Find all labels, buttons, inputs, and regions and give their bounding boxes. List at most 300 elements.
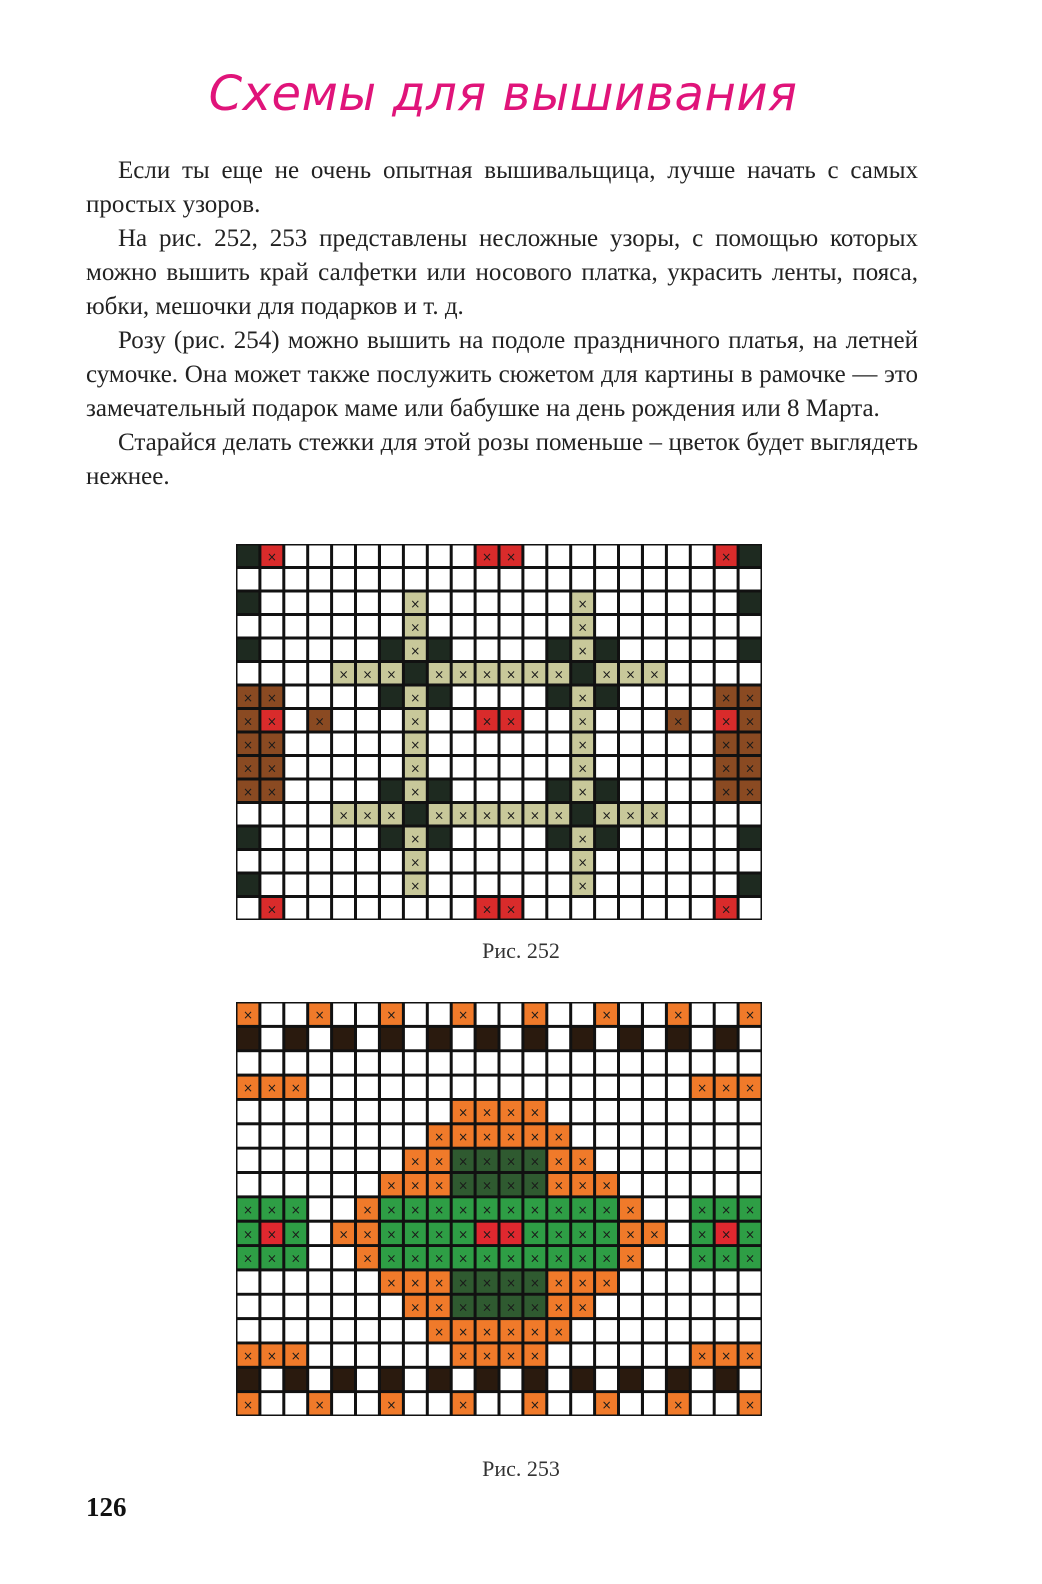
pattern-cell	[572, 1052, 593, 1073]
pattern-cell	[572, 804, 593, 825]
stitch-symbol: ×	[721, 761, 732, 776]
pattern-cell	[692, 1393, 713, 1414]
pattern-cell	[644, 875, 665, 896]
pattern-cell	[381, 1052, 402, 1073]
pattern-cell	[285, 593, 306, 614]
pattern-cell	[668, 1344, 689, 1365]
stitch-symbol: ×	[242, 1251, 254, 1266]
pattern-cell	[524, 828, 545, 849]
pattern-cell	[716, 875, 737, 896]
pattern-cell	[405, 1004, 426, 1025]
pattern-cell	[405, 1101, 426, 1122]
pattern-cell	[692, 828, 713, 849]
pattern-cell	[261, 804, 282, 825]
pattern-cell	[501, 781, 522, 802]
pattern-cell	[309, 546, 330, 567]
stitch-symbol: ×	[529, 1178, 540, 1193]
pattern-cell	[477, 1028, 498, 1049]
pattern-cell	[644, 1150, 665, 1171]
pattern-cell	[692, 1320, 713, 1341]
stitch-symbol: ×	[697, 1081, 708, 1096]
pattern-cell	[572, 1320, 593, 1341]
stitch-symbol: ×	[553, 1276, 564, 1291]
pattern-cell	[668, 1125, 689, 1146]
pattern-cell	[285, 663, 306, 684]
pattern-cell	[453, 569, 474, 590]
pattern-cell	[405, 1052, 426, 1073]
pattern-cell	[668, 1247, 689, 1268]
pattern-cell	[238, 1125, 259, 1146]
pattern-cell	[333, 828, 354, 849]
pattern-cell	[357, 569, 378, 590]
pattern-cell	[453, 593, 474, 614]
stitch-symbol: ×	[481, 1105, 493, 1120]
pattern-cell	[692, 1101, 713, 1122]
stitch-symbol: ×	[721, 1227, 732, 1242]
pattern-cell	[309, 1369, 330, 1390]
pattern-cell	[333, 593, 354, 614]
pattern-cell	[285, 687, 306, 708]
pattern-cell	[261, 1004, 282, 1025]
pattern-cell	[501, 593, 522, 614]
pattern-cell	[238, 569, 259, 590]
pattern-cell	[309, 804, 330, 825]
stitch-symbol: ×	[529, 1349, 540, 1364]
stitch-symbol: ×	[266, 761, 277, 776]
pattern-cell	[285, 1393, 306, 1414]
pattern-cell	[285, 616, 306, 637]
pattern-cell	[261, 1150, 282, 1171]
stitch-symbol: ×	[410, 737, 421, 752]
stitch-symbol: ×	[505, 1105, 517, 1120]
stitch-symbol: ×	[553, 1300, 564, 1315]
stitch-symbol: ×	[266, 784, 277, 799]
pattern-cell	[692, 1052, 713, 1073]
pattern-cell	[572, 1393, 593, 1414]
pattern-cell	[333, 1028, 354, 1049]
stitch-symbol: ×	[458, 1276, 469, 1291]
pattern-cell	[620, 710, 641, 731]
pattern-cell	[548, 898, 569, 919]
pattern-cell	[668, 1320, 689, 1341]
stitch-symbol: ×	[434, 1178, 445, 1193]
stitch-symbol: ×	[529, 808, 540, 823]
pattern-cell	[668, 851, 689, 872]
pattern-cell	[716, 1052, 737, 1073]
pattern-cell	[620, 593, 641, 614]
pattern-cell	[501, 828, 522, 849]
pattern-cell	[381, 640, 402, 661]
pattern-cell	[572, 1077, 593, 1098]
pattern-cell	[381, 710, 402, 731]
pattern-cell	[692, 781, 713, 802]
pattern-cell	[740, 616, 761, 637]
pattern-cell	[477, 781, 498, 802]
stitch-symbol: ×	[577, 831, 588, 846]
stitch-symbol: ×	[625, 1203, 636, 1217]
pattern-cell	[429, 710, 450, 731]
stitch-symbol: ×	[434, 1203, 445, 1217]
pattern-cell	[238, 804, 259, 825]
pattern-cell	[572, 663, 593, 684]
pattern-cell	[572, 569, 593, 590]
pattern-cell	[692, 734, 713, 755]
pattern-cell	[620, 1369, 641, 1390]
pattern-cell	[668, 898, 689, 919]
pattern-cell	[501, 1369, 522, 1390]
pattern-cell	[261, 1393, 282, 1414]
pattern-cell	[740, 1369, 761, 1390]
stitch-symbol: ×	[673, 1008, 684, 1023]
pattern-cell	[548, 1028, 569, 1049]
pattern-cell	[644, 687, 665, 708]
pattern-cell	[453, 1077, 474, 1098]
pattern-cell	[285, 757, 306, 778]
pattern-cell	[548, 757, 569, 778]
stitch-symbol: ×	[744, 1081, 756, 1096]
pattern-cell	[644, 1393, 665, 1414]
pattern-cell	[285, 1174, 306, 1195]
stitch-symbol: ×	[505, 1203, 517, 1217]
pattern-cell	[692, 1174, 713, 1195]
pattern-cell	[333, 1393, 354, 1414]
pattern-cell	[357, 875, 378, 896]
pattern-cell	[740, 1052, 761, 1073]
pattern-cell	[357, 734, 378, 755]
pattern-cell	[309, 875, 330, 896]
pattern-cell	[285, 875, 306, 896]
pattern-cell	[309, 1052, 330, 1073]
pattern-cell	[620, 1344, 641, 1365]
pattern-cell	[548, 1101, 569, 1122]
pattern-cell	[596, 1150, 617, 1171]
pattern-cell	[309, 1198, 330, 1219]
stitch-symbol: ×	[697, 1251, 708, 1266]
pattern-cell	[309, 828, 330, 849]
stitch-symbol: ×	[410, 1178, 421, 1193]
pattern-cell	[238, 1174, 259, 1195]
stitch-symbol: ×	[577, 1178, 588, 1193]
pattern-cell	[524, 616, 545, 637]
pattern-cell	[333, 1125, 354, 1146]
pattern-cell	[309, 1320, 330, 1341]
pattern-cell	[572, 1344, 593, 1365]
pattern-cell	[261, 569, 282, 590]
stitch-symbol: ×	[242, 714, 254, 729]
stitch-symbol: ×	[386, 1178, 397, 1193]
pattern-cell	[668, 875, 689, 896]
stitch-symbol: ×	[481, 1300, 493, 1315]
pattern-cell	[453, 1052, 474, 1073]
pattern-cell	[238, 1369, 259, 1390]
stitch-symbol: ×	[649, 667, 660, 682]
pattern-cell	[524, 1028, 545, 1049]
pattern-cell	[477, 734, 498, 755]
paragraph-4: Старайся делать стежки для этой розы поменьше – цветок будет выглядеть нежнее.	[86, 429, 918, 490]
pattern-cell	[357, 593, 378, 614]
pattern-cell	[644, 1369, 665, 1390]
pattern-cell	[644, 898, 665, 919]
stitch-symbol: ×	[577, 1203, 588, 1217]
pattern-cell	[692, 546, 713, 567]
pattern-cell	[668, 1052, 689, 1073]
pattern-cell	[716, 1125, 737, 1146]
stitch-symbol: ×	[410, 596, 421, 611]
pattern-cell	[357, 1369, 378, 1390]
pattern-cell	[285, 640, 306, 661]
pattern-cell	[453, 616, 474, 637]
pattern-cell	[596, 1052, 617, 1073]
pattern-cell	[716, 1296, 737, 1317]
pattern-cell	[333, 546, 354, 567]
pattern-cell	[548, 1369, 569, 1390]
pattern-cell	[740, 1320, 761, 1341]
pattern-cell	[453, 1369, 474, 1390]
pattern-cell	[692, 1271, 713, 1292]
stitch-symbol: ×	[721, 737, 732, 752]
stitch-symbol: ×	[553, 1227, 564, 1242]
pattern-cell	[261, 1052, 282, 1073]
pattern-cell	[548, 1077, 569, 1098]
stitch-symbol: ×	[481, 1324, 493, 1339]
stitch-symbol: ×	[744, 1227, 756, 1242]
stitch-symbol: ×	[410, 878, 421, 893]
pattern-cell	[692, 851, 713, 872]
pattern-cell	[429, 898, 450, 919]
stitch-symbol: ×	[673, 714, 684, 729]
stitch-symbol: ×	[601, 1008, 612, 1023]
pattern-cell	[620, 569, 641, 590]
pattern-cell	[381, 616, 402, 637]
pattern-cell	[381, 1125, 402, 1146]
pattern-cell	[238, 1052, 259, 1073]
pattern-cell	[668, 1101, 689, 1122]
stitch-symbol: ×	[290, 1203, 301, 1217]
pattern-cell	[548, 828, 569, 849]
pattern-cell	[309, 687, 330, 708]
stitch-symbol: ×	[314, 1008, 325, 1023]
pattern-cell	[238, 546, 259, 567]
stitch-symbol: ×	[458, 667, 469, 682]
stitch-symbol: ×	[505, 808, 517, 823]
pattern-cell	[668, 1174, 689, 1195]
stitch-symbol: ×	[505, 1300, 517, 1315]
pattern-cell	[405, 1028, 426, 1049]
pattern-cell	[261, 828, 282, 849]
stitch-symbol: ×	[601, 1276, 612, 1291]
stitch-symbol: ×	[434, 1129, 445, 1144]
pattern-cell	[692, 875, 713, 896]
pattern-cell	[261, 1174, 282, 1195]
pattern-cell	[333, 569, 354, 590]
pattern-cell	[668, 1296, 689, 1317]
pattern-cell	[716, 663, 737, 684]
stitch-symbol: ×	[553, 1129, 564, 1144]
stitch-symbol: ×	[458, 1300, 469, 1315]
pattern-cell	[644, 1052, 665, 1073]
pattern-cell	[429, 734, 450, 755]
pattern-cell	[333, 1052, 354, 1073]
stitch-symbol: ×	[410, 1251, 421, 1266]
pattern-cell	[333, 1174, 354, 1195]
pattern-cell	[405, 1125, 426, 1146]
stitch-symbol: ×	[744, 1008, 756, 1023]
pattern-cell	[429, 687, 450, 708]
pattern-cell	[357, 1004, 378, 1025]
pattern-cell	[716, 1150, 737, 1171]
stitch-symbol: ×	[577, 737, 588, 752]
pattern-cell	[381, 898, 402, 919]
pattern-cell	[548, 710, 569, 731]
pattern-cell	[548, 1393, 569, 1414]
pattern-cell	[596, 757, 617, 778]
pattern-cell	[692, 1296, 713, 1317]
pattern-cell	[620, 1077, 641, 1098]
stitch-symbol: ×	[458, 808, 469, 823]
pattern-cell	[285, 1271, 306, 1292]
pattern-cell	[620, 851, 641, 872]
pattern-cell	[238, 1320, 259, 1341]
pattern-cell	[692, 1369, 713, 1390]
stitch-symbol: ×	[721, 690, 732, 705]
pattern-cell	[381, 569, 402, 590]
pattern-cell	[716, 828, 737, 849]
pattern-cell	[309, 851, 330, 872]
pattern-cell	[740, 1101, 761, 1122]
pattern-cell	[238, 851, 259, 872]
pattern-cell	[596, 875, 617, 896]
pattern-cell	[477, 687, 498, 708]
pattern-cell	[405, 1369, 426, 1390]
stitch-symbol: ×	[434, 1276, 445, 1291]
pattern-252-grid	[236, 544, 762, 920]
pattern-cell	[668, 569, 689, 590]
pattern-cell	[261, 616, 282, 637]
pattern-cell	[644, 1344, 665, 1365]
pattern-cell	[309, 569, 330, 590]
pattern-cell	[644, 1271, 665, 1292]
pattern-cell	[405, 1344, 426, 1365]
pattern-cell	[238, 593, 259, 614]
pattern-cell	[285, 1101, 306, 1122]
pattern-cell	[596, 734, 617, 755]
pattern-cell	[261, 593, 282, 614]
pattern-cell	[381, 875, 402, 896]
stitch-symbol: ×	[505, 1178, 517, 1193]
pattern-cell	[501, 1052, 522, 1073]
page-title: Схемы для вышивания	[208, 66, 798, 122]
pattern-cell	[357, 1101, 378, 1122]
pattern-cell	[309, 1247, 330, 1268]
pattern-cell	[644, 1101, 665, 1122]
pattern-cell	[548, 875, 569, 896]
stitch-symbol: ×	[242, 737, 254, 752]
pattern-cell	[429, 1028, 450, 1049]
pattern-cell	[381, 1150, 402, 1171]
pattern-cell	[309, 898, 330, 919]
pattern-cell	[548, 593, 569, 614]
pattern-cell	[524, 569, 545, 590]
pattern-cell	[692, 687, 713, 708]
stitch-symbol: ×	[577, 690, 588, 705]
stitch-symbol: ×	[577, 1251, 588, 1266]
pattern-cell	[238, 1296, 259, 1317]
pattern-cell	[405, 1320, 426, 1341]
pattern-cell	[381, 1344, 402, 1365]
pattern-cell	[524, 781, 545, 802]
stitch-symbol: ×	[744, 714, 756, 729]
pattern-cell	[716, 804, 737, 825]
pattern-cell	[692, 593, 713, 614]
pattern-cell	[740, 1296, 761, 1317]
stitch-symbol: ×	[721, 1081, 732, 1096]
pattern-cell	[309, 1150, 330, 1171]
stitch-symbol: ×	[481, 1227, 493, 1242]
pattern-cell	[309, 663, 330, 684]
pattern-cell	[740, 1028, 761, 1049]
pattern-cell	[644, 710, 665, 731]
pattern-cell	[740, 1174, 761, 1195]
pattern-cell	[572, 1028, 593, 1049]
stitch-symbol: ×	[553, 667, 564, 682]
stitch-symbol: ×	[553, 808, 564, 823]
pattern-cell	[357, 546, 378, 567]
stitch-symbol: ×	[242, 1227, 254, 1242]
pattern-cell	[357, 1077, 378, 1098]
pattern-cell	[501, 875, 522, 896]
pattern-cell	[501, 687, 522, 708]
pattern-cell	[501, 1393, 522, 1414]
pattern-cell	[429, 1077, 450, 1098]
pattern-cell	[596, 1125, 617, 1146]
stitch-symbol: ×	[410, 784, 421, 799]
stitch-symbol: ×	[242, 761, 254, 776]
stitch-symbol: ×	[577, 1300, 588, 1315]
stitch-symbol: ×	[434, 1227, 445, 1242]
pattern-cell	[644, 1320, 665, 1341]
pattern-cell	[381, 1369, 402, 1390]
pattern-cell	[453, 851, 474, 872]
stitch-symbol: ×	[266, 690, 277, 705]
pattern-cell	[238, 1028, 259, 1049]
pattern-cell	[620, 734, 641, 755]
pattern-cell	[381, 546, 402, 567]
stitch-symbol: ×	[721, 1349, 732, 1364]
pattern-cell	[620, 1393, 641, 1414]
pattern-cell	[501, 569, 522, 590]
pattern-cell	[740, 546, 761, 567]
pattern-cell	[596, 593, 617, 614]
pattern-cell	[309, 1174, 330, 1195]
pattern-cell	[357, 1125, 378, 1146]
pattern-cell	[524, 757, 545, 778]
pattern-cell	[261, 1125, 282, 1146]
pattern-cell	[453, 710, 474, 731]
stitch-symbol: ×	[744, 690, 756, 705]
pattern-cell	[285, 1320, 306, 1341]
pattern-cell	[668, 781, 689, 802]
stitch-symbol: ×	[338, 1227, 349, 1242]
pattern-cell	[716, 1174, 737, 1195]
pattern-cell	[333, 1150, 354, 1171]
pattern-cell	[692, 1004, 713, 1025]
pattern-cell	[572, 1004, 593, 1025]
stitch-symbol: ×	[458, 1105, 469, 1120]
pattern-cell	[596, 1101, 617, 1122]
pattern-cell	[285, 1052, 306, 1073]
stitch-symbol: ×	[481, 1154, 493, 1169]
stitch-symbol: ×	[601, 1397, 612, 1412]
